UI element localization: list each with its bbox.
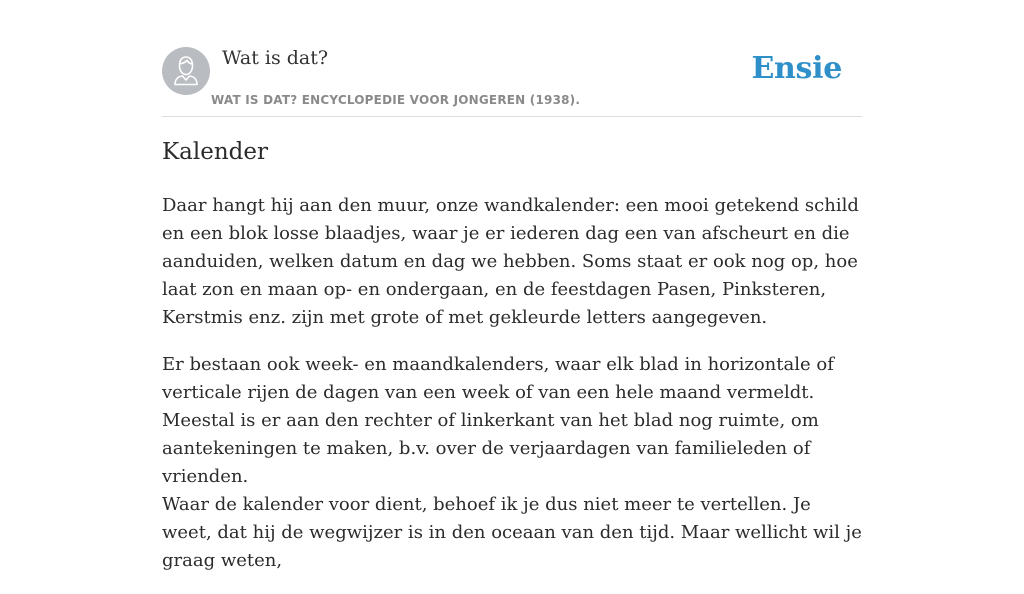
- paragraph-text: Er bestaan ook week- en maandkalenders, waar elk blad in horizontale of verticale rijen de dagen van een week of van een hele maand vermeldt. Meestal is er aan den rechter of linkerkant van het blad nog ruimte, om aantekeningen te maken, b.v. over de verjaardagen van familieleden of vrienden.: [162, 354, 834, 487]
- author-avatar[interactable]: [162, 47, 210, 95]
- paragraph: [162, 351, 862, 575]
- user-avatar-icon: [162, 47, 210, 95]
- source-citation[interactable]: WAT IS DAT? ENCYCLOPEDIE VOOR JONGEREN (1938).: [211, 93, 581, 107]
- article-title: Kalender: [162, 139, 269, 165]
- paragraph: [162, 192, 862, 332]
- ensie-logo[interactable]: Ensie: [751, 51, 842, 86]
- article-body: [162, 192, 862, 594]
- author-name[interactable]: Wat is dat?: [222, 47, 329, 69]
- article-header: [162, 46, 862, 117]
- paragraph-text: Waar de kalender voor dient, behoef ik je dus niet meer te vertellen. Je weet, dat hij de wegwijzer is in den oceaan van den tijd. Maar wellicht wil je graag weten,: [162, 494, 862, 571]
- paragraph-text: Daar hangt hij aan den muur, onze wandkalender: een mooi getekend schild en een blok losse blaadjes, waar je er iederen dag een van afscheurt en die aanduiden, welken datum en dag we hebben. Soms staat er ook nog op, hoe laat zon en maan op- en ondergaan, en de feestdagen Pasen, Pinksteren, Kerstmis enz. zijn met grote of met gekleurde letters aangegeven.: [162, 195, 859, 328]
